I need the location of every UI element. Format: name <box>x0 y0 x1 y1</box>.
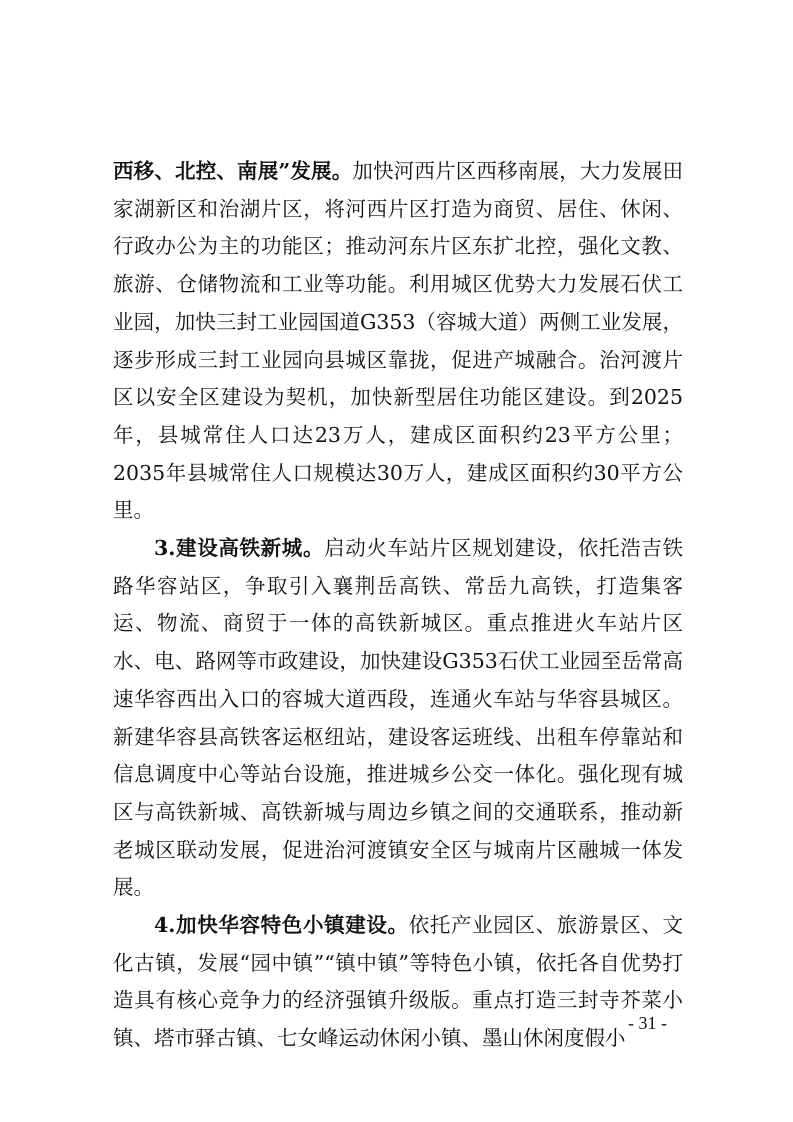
paragraph-1 <box>113 153 683 530</box>
paragraph-2 <box>113 530 683 907</box>
paragraph-3 <box>113 907 683 1058</box>
paragraph-2-heading: 3.建设高铁新城。 <box>154 536 325 561</box>
body-text <box>113 153 683 1058</box>
paragraph-3-heading: 4.加快华容特色小镇建设。 <box>154 913 409 938</box>
page-number: - 31 - <box>628 1013 667 1033</box>
paragraph-3-body: 依托产业园区、旅游景区、文化古镇，发展“园中镇”“镇中镇”等特色小镇，依托各自优势打造具有核心竞争力的经济强镇升级版。重点打造三封寺芥菜小镇、塔市驿古镇、七女峰运动休闲小镇、墨山休闲度假小 <box>113 913 683 1051</box>
paragraph-2-body: 启动火车站片区规划建设，依托浩吉铁路华容站区，争取引入襄荆岳高铁、常岳九高铁，打造集客运、物流、商贸于一体的高铁新城区。重点推进火车站片区水、电、路网等市政建设，加快建设G353石伏工业园至岳常高速华容西出入口的容城大道西段，连通火车站与华容县城区。新建华容县高铁客运枢纽站，建设客运班线、出租车停靠站和信息调度中心等站台设施，推进城乡公交一体化。强化现有城区与高铁新城、高铁新城与周边乡镇之间的交通联系，推动新老城区联动发展，促进治河渡镇安全区与城南片区融城一体发展。 <box>113 536 684 900</box>
paragraph-1-lead: 西移、北控、南展”发展。 <box>113 159 353 183</box>
paragraph-1-body: 加快河西片区西移南展，大力发展田家湖新区和治湖片区，将河西片区打造为商贸、居住、休闲、行政办公为主的功能区；推动河东片区东扩北控，强化文教、旅游、仓储物流和工业等功能。利用城区优势大力发展石伏工业园，加快三封工业园国道G353（容城大道）两侧工业发展，逐步形成三封工业园向县城区靠拢，促进产城融合。治河渡片区以安全区建设为契机，加快新型居住功能区建设。到2025年，县城常住人口达23万人，建成区面积约23平方公里；2035年县城常住人口规模达30万人，建成区面积约30平方公里。 <box>113 159 684 523</box>
